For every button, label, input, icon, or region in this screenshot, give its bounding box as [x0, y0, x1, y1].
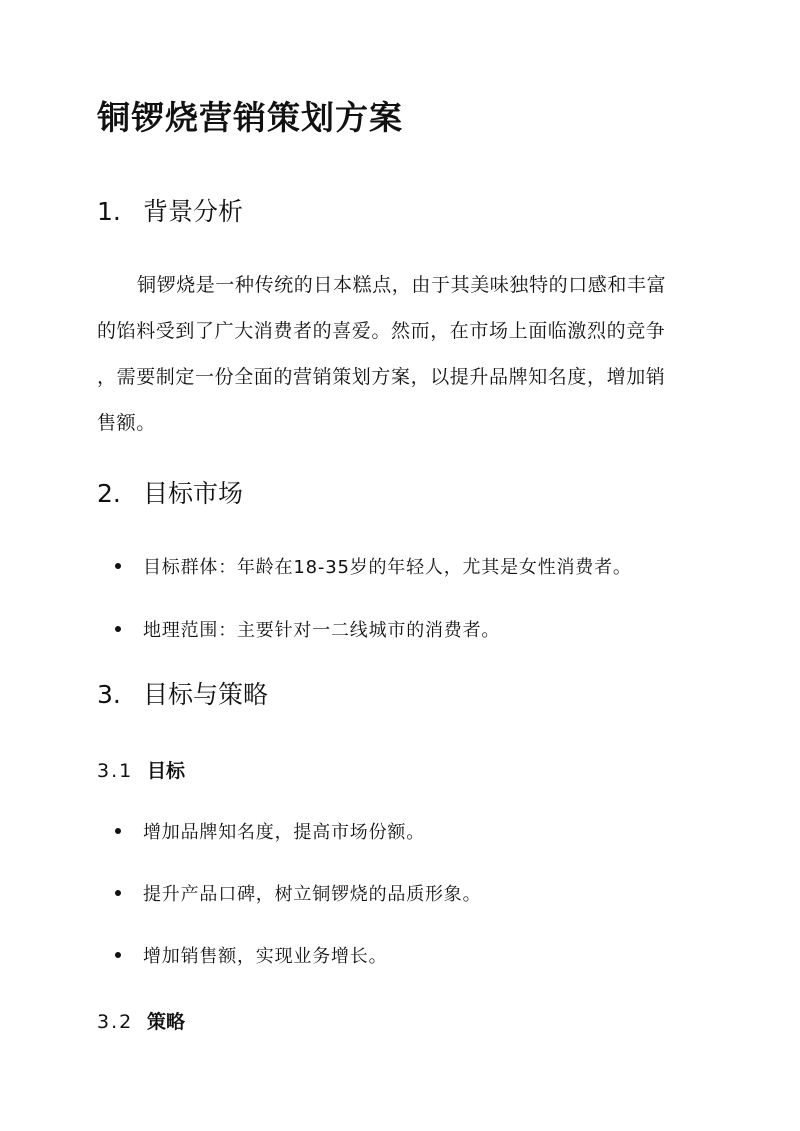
section-number: 2.	[97, 479, 121, 508]
background-paragraph	[97, 262, 703, 446]
list-item	[115, 819, 425, 847]
subsection-number: 3.1	[97, 760, 134, 782]
bullet-icon	[115, 563, 121, 569]
list-item-text: 增加销售额，实现业务增长。	[143, 946, 388, 967]
subsection-heading-goals	[97, 757, 185, 785]
section-heading-background	[97, 194, 243, 230]
list-item-text: 增加品牌知名度，提高市场份额。	[143, 822, 425, 843]
paragraph-line: 铜锣烧是一种传统的日本糕点，由于其美味独特的口感和丰富	[137, 274, 667, 296]
list-item-text: 提升产品口碑，树立铜锣烧的品质形象。	[143, 884, 482, 905]
section-heading-goals-strategy	[97, 677, 268, 713]
subsection-title: 策略	[147, 1011, 186, 1033]
section-heading-target-market	[97, 476, 243, 512]
section-title: 目标市场	[143, 479, 244, 508]
list-item-text: 目标群体：年龄在18-35岁的年轻人，尤其是女性消费者。	[143, 557, 632, 578]
list-item	[115, 617, 500, 645]
paragraph-line: 的馅料受到了广大消费者的喜爱。然而，在市场上面临激烈的竞争	[97, 320, 666, 342]
bullet-icon	[115, 828, 121, 834]
section-title: 背景分析	[143, 197, 244, 226]
bullet-icon	[115, 952, 121, 958]
list-item	[115, 943, 387, 971]
subsection-number: 3.2	[97, 1011, 134, 1033]
section-number: 1.	[97, 197, 121, 226]
subsection-heading-strategy	[97, 1008, 185, 1036]
section-number: 3.	[97, 680, 121, 709]
bullet-icon	[115, 626, 121, 632]
section-title: 目标与策略	[143, 680, 269, 709]
list-item-text: 地理范围：主要针对一二线城市的消费者。	[143, 620, 501, 641]
document-title: 铜锣烧营销策划方案	[97, 98, 403, 137]
bullet-icon	[115, 890, 121, 896]
list-item	[115, 554, 632, 582]
list-item	[115, 881, 481, 909]
paragraph-line: ，需要制定一份全面的营销策划方案，以提升品牌知名度，增加销	[97, 366, 666, 388]
subsection-title: 目标	[147, 760, 186, 782]
paragraph-line: 售额。	[97, 412, 156, 434]
